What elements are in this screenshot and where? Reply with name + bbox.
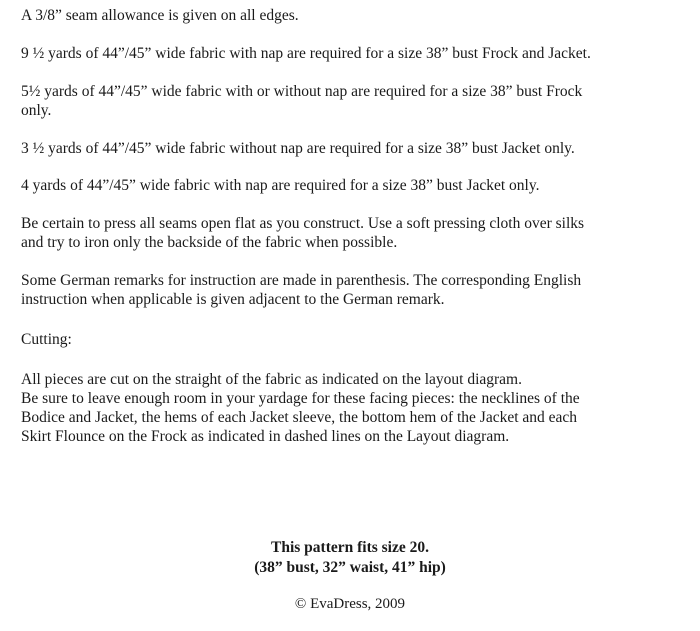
- yardage-jacket-without-nap-paragraph: [21, 139, 651, 158]
- yardage-frock-jacket-paragraph: [21, 44, 651, 63]
- yardage-frock-only-paragraph: [21, 82, 651, 120]
- text-line: 5½ yards of 44”/45” wide fabric with or without nap are required for a size 38” bust Frock: [21, 83, 583, 100]
- text-line: only.: [21, 102, 52, 119]
- text-line: Some German remarks for instruction are made in parenthesis. The corresponding English: [21, 272, 582, 289]
- text-line: instruction when applicable is given adjacent to the German remark.: [21, 291, 445, 308]
- cutting-heading: [21, 330, 651, 349]
- text-line: Cutting:: [21, 331, 72, 348]
- german-remarks-paragraph: [21, 271, 651, 309]
- text-line: Be sure to leave enough room in your yardage for these facing pieces: the necklines of the: [21, 390, 580, 407]
- pressing-instructions-paragraph: [21, 214, 651, 252]
- seam-allowance-paragraph: [21, 6, 651, 25]
- text-line: All pieces are cut on the straight of the fabric as indicated on the layout diagram.: [21, 371, 522, 388]
- text-line: and try to iron only the backside of the fabric when possible.: [21, 234, 398, 251]
- text-line: Be certain to press all seams open flat as you construct. Use a soft pressing cloth over silks: [21, 215, 585, 232]
- text-line: Bodice and Jacket, the hems of each Jacket sleeve, the bottom hem of the Jacket and each: [21, 409, 578, 426]
- fit-note-size: This pattern fits size 20.: [270, 539, 429, 556]
- cutting-instructions-paragraph: [21, 370, 651, 446]
- text-line: 4 yards of 44”/45” wide fabric with nap are required for a size 38” bust Jacket only.: [21, 177, 540, 194]
- yardage-jacket-with-nap-paragraph: [21, 176, 651, 195]
- size-fit-note: [0, 538, 700, 578]
- text-line: Skirt Flounce on the Frock as indicated in dashed lines on the Layout diagram.: [21, 428, 510, 445]
- copyright-notice: © EvaDress, 2009: [294, 596, 406, 612]
- text-line: A 3/8” seam allowance is given on all edges.: [21, 7, 299, 24]
- text-line: 3 ½ yards of 44”/45” wide fabric without nap are required for a size 38” bust Jacket only.: [21, 140, 575, 157]
- text-line: 9 ½ yards of 44”/45” wide fabric with nap are required for a size 38” bust Frock and Jacket.: [21, 45, 591, 62]
- fit-note-measurements: (38” bust, 32” waist, 41” hip): [254, 559, 446, 576]
